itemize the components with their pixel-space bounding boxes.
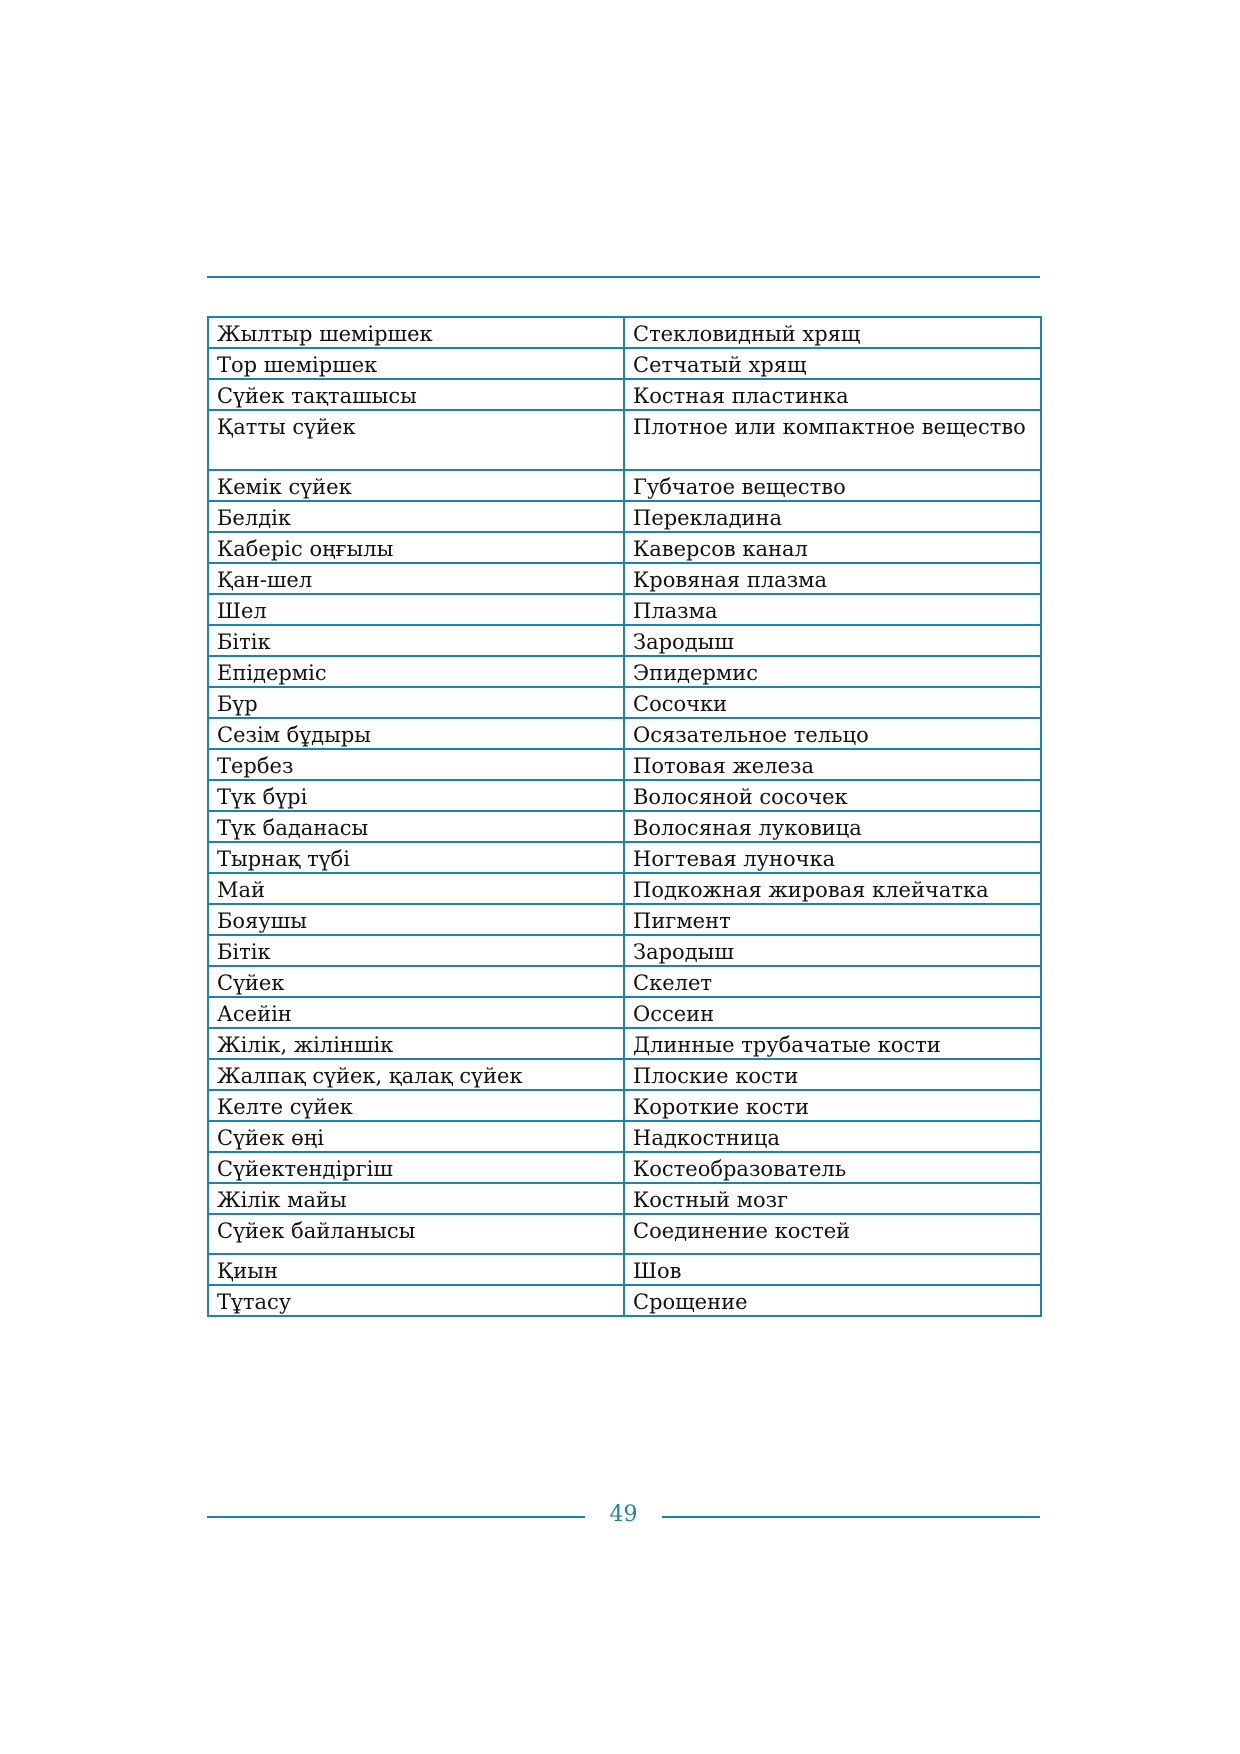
page-number: 49 [609, 1502, 638, 1527]
kazakh-term: Кемік сүйек [208, 470, 624, 501]
kazakh-term: Сүйек өңі [208, 1121, 624, 1152]
kazakh-term: Шел [208, 594, 624, 625]
table-row [208, 594, 1041, 625]
kazakh-term: Бүр [208, 687, 624, 718]
kazakh-term: Бояушы [208, 904, 624, 935]
kazakh-term: Жілік майы [208, 1183, 624, 1214]
header-rule [207, 276, 1040, 278]
russian-term: Короткие кости [624, 1090, 1041, 1121]
table-row [208, 625, 1041, 656]
kazakh-term: Жілік, жіліншік [208, 1028, 624, 1059]
table-row [208, 904, 1041, 935]
table-row [208, 1214, 1041, 1254]
russian-term: Плазма [624, 594, 1041, 625]
table-row [208, 532, 1041, 563]
table-row [208, 1028, 1041, 1059]
kazakh-term: Жылтыр шеміршек [208, 317, 624, 348]
russian-term: Губчатое вещество [624, 470, 1041, 501]
table-row [208, 410, 1041, 470]
table-row [208, 780, 1041, 811]
kazakh-term: Каберіс оңғылы [208, 532, 624, 563]
russian-term: Соединение костей [624, 1214, 1041, 1254]
footer-rule-right [662, 1516, 1040, 1518]
table-row [208, 656, 1041, 687]
table-row [208, 1285, 1041, 1316]
russian-term: Потовая железа [624, 749, 1041, 780]
kazakh-term: Түк баданасы [208, 811, 624, 842]
kazakh-term: Қиын [208, 1254, 624, 1285]
kazakh-term: Тербез [208, 749, 624, 780]
table-row [208, 1183, 1041, 1214]
table-row [208, 749, 1041, 780]
russian-term: Срощение [624, 1285, 1041, 1316]
russian-term: Костный мозг [624, 1183, 1041, 1214]
table-row [208, 470, 1041, 501]
kazakh-term: Белдік [208, 501, 624, 532]
russian-term: Скелет [624, 966, 1041, 997]
page-footer [207, 1502, 1040, 1532]
kazakh-term: Қатты сүйек [208, 410, 624, 470]
kazakh-term: Жалпақ сүйек, қалақ сүйек [208, 1059, 624, 1090]
kazakh-term: Сүйек байланысы [208, 1214, 624, 1254]
glossary-table [207, 316, 1042, 1317]
table-row [208, 687, 1041, 718]
table-row [208, 1121, 1041, 1152]
russian-term: Эпидермис [624, 656, 1041, 687]
russian-term: Перекладина [624, 501, 1041, 532]
russian-term: Оссеин [624, 997, 1041, 1028]
russian-term: Шов [624, 1254, 1041, 1285]
table-row [208, 935, 1041, 966]
kazakh-term: Қан-шел [208, 563, 624, 594]
kazakh-term: Тұтасу [208, 1285, 624, 1316]
russian-term: Сосочки [624, 687, 1041, 718]
russian-term: Надкостница [624, 1121, 1041, 1152]
kazakh-term: Май [208, 873, 624, 904]
russian-term: Плотное или компактное вещество [624, 410, 1041, 470]
kazakh-term: Епідерміс [208, 656, 624, 687]
table-row [208, 811, 1041, 842]
table-row [208, 1059, 1041, 1090]
russian-term: Ногтевая луночка [624, 842, 1041, 873]
kazakh-term: Келте сүйек [208, 1090, 624, 1121]
russian-term: Костная пластинка [624, 379, 1041, 410]
russian-term: Волосяной сосочек [624, 780, 1041, 811]
table-row [208, 997, 1041, 1028]
russian-term: Волосяная луковица [624, 811, 1041, 842]
kazakh-term: Бітік [208, 935, 624, 966]
russian-term: Костеобразователь [624, 1152, 1041, 1183]
russian-term: Подкожная жировая клейчатка [624, 873, 1041, 904]
kazakh-term: Түк бүрі [208, 780, 624, 811]
russian-term: Стекловидный хрящ [624, 317, 1041, 348]
table-row [208, 1152, 1041, 1183]
kazakh-term: Асейін [208, 997, 624, 1028]
footer-rule-left [207, 1516, 585, 1518]
russian-term: Пигмент [624, 904, 1041, 935]
kazakh-term: Сүйек [208, 966, 624, 997]
russian-term: Длинные трубачатые кости [624, 1028, 1041, 1059]
table-row [208, 563, 1041, 594]
russian-term: Зародыш [624, 935, 1041, 966]
russian-term: Осязательное тельцо [624, 718, 1041, 749]
russian-term: Кровяная плазма [624, 563, 1041, 594]
table-row [208, 1090, 1041, 1121]
table-row [208, 873, 1041, 904]
russian-term: Каверсов канал [624, 532, 1041, 563]
kazakh-term: Бітік [208, 625, 624, 656]
table-row [208, 966, 1041, 997]
table-row [208, 317, 1041, 348]
table-row [208, 379, 1041, 410]
kazakh-term: Сезім бұдыры [208, 718, 624, 749]
kazakh-term: Сүйек тақташысы [208, 379, 624, 410]
table-row [208, 842, 1041, 873]
russian-term: Плоские кости [624, 1059, 1041, 1090]
table-row [208, 501, 1041, 532]
table-row [208, 348, 1041, 379]
russian-term: Зародыш [624, 625, 1041, 656]
kazakh-term: Тырнақ түбі [208, 842, 624, 873]
kazakh-term: Тор шеміршек [208, 348, 624, 379]
table-row [208, 1254, 1041, 1285]
russian-term: Сетчатый хрящ [624, 348, 1041, 379]
table-row [208, 718, 1041, 749]
kazakh-term: Сүйектендіргіш [208, 1152, 624, 1183]
